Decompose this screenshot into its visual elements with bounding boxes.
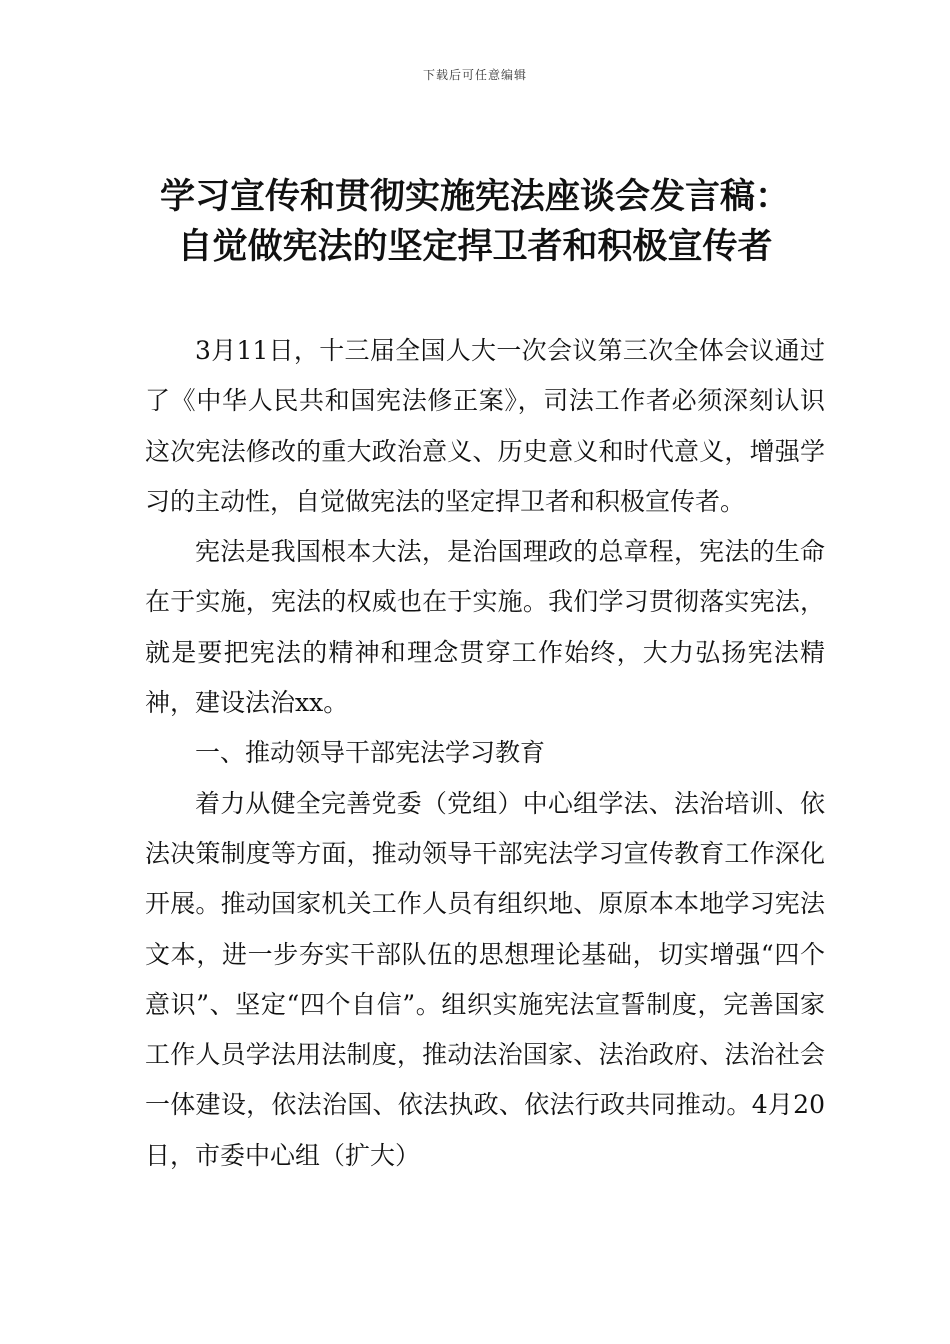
document-body xyxy=(145,326,825,1181)
header-note: 下载后可任意编辑 xyxy=(422,68,527,82)
section-heading: 一、推动领导干部宪法学习教育 xyxy=(195,738,546,768)
title-line-1: 学习宣传和贯彻实施宪法座谈会发言稿： xyxy=(159,177,790,217)
paragraph: 3月11日，十三届全国人大一次会议第三次全体会议通过了《中华人民共和国宪法修正案》，司法工作者必须深刻认识这次宪法修改的重大政治意义、历史意义和时代意义，增强学习的主动性，自觉做宪法的坚定捍卫者和积极宣传者。 xyxy=(145,336,825,516)
paragraph: 着力从健全完善党委（党组）中心组学法、法治培训、依法决策制度等方面，推动领导干部宪法学习宣传教育工作深化开展。推动国家机关工作人员有组织地、原原本本地学习宪法文本，进一步夯实干部队伍的思想理论基础，切实增强“四个意识”、坚定“四个自信”。组织实施宪法宣誓制度，完善国家工作人员学法用法制度，推动法治国家、法治政府、法治社会一体建设，依法治国、依法执政、依法行政共同推动。4月20日，市委中心组（扩大） xyxy=(145,788,825,1170)
document-title xyxy=(100,172,850,272)
paragraph: 宪法是我国根本大法，是治国理政的总章程，宪法的生命在于实施，宪法的权威也在于实施。我们学习贯彻落实宪法，就是要把宪法的精神和理念贯穿工作始终，大力弘扬宪法精神，建设法治xx。 xyxy=(145,537,825,718)
title-line-2: 自觉做宪法的坚定捍卫者和积极宣传者 xyxy=(177,227,773,267)
